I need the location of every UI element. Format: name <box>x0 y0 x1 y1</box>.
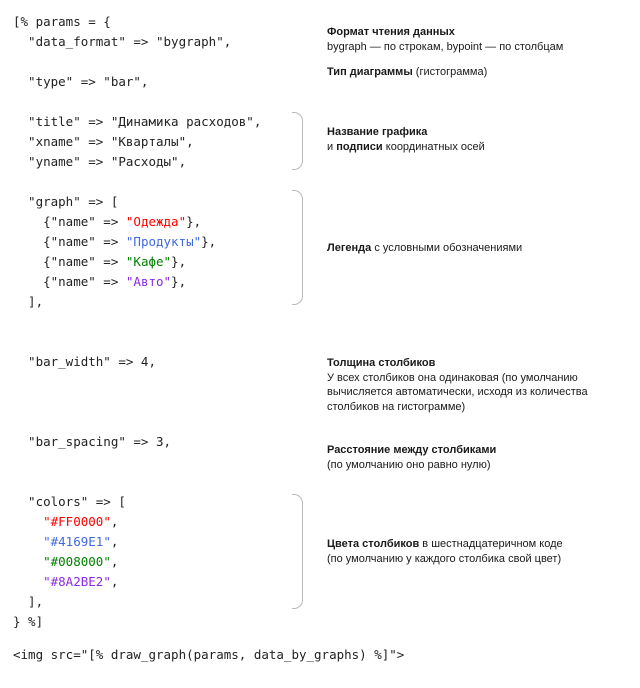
code-token-plain: {"name" => <box>13 274 126 289</box>
bracket-legend <box>292 190 303 305</box>
code-line: "title" => "Динамика расходов", <box>13 114 262 129</box>
code-line <box>13 92 303 112</box>
annotation-data-format-title: Формат чтения данных <box>327 26 455 38</box>
code-line: "colors" => [ <box>13 494 126 509</box>
annotation-legend-line <box>327 241 627 256</box>
code-line <box>13 452 303 472</box>
code-token-colored: "Авто" <box>125 274 172 289</box>
code-line: ], <box>13 594 44 609</box>
annotation-legend-title: Легенда <box>327 242 372 254</box>
code-line <box>13 552 303 572</box>
code-line <box>13 392 303 412</box>
code-line: ], <box>13 294 44 309</box>
annotation-colors <box>327 537 627 566</box>
annotation-bar-spacing-desc: (по умолчанию оно равно нулю) <box>327 458 491 471</box>
annotation-data-format <box>327 25 627 54</box>
code-line: [% params = { <box>13 14 111 29</box>
annotation-legend <box>327 241 627 256</box>
annotation-bar-width-desc3: столбиков на гистограмме) <box>327 400 466 413</box>
code-line: "bar_spacing" => 3, <box>13 434 172 449</box>
code-line <box>13 252 303 272</box>
code-token-plain <box>13 514 43 529</box>
code-line <box>13 232 303 252</box>
code-token-colored: "#4169E1" <box>43 534 111 549</box>
annotation-legend-desc: с условными обозначениями <box>371 242 523 254</box>
code-line <box>13 472 303 492</box>
code-line: "xname" => "Кварталы", <box>13 134 194 149</box>
code-token-plain: }, <box>201 234 217 249</box>
annotation-title-axes-line2-pre: и <box>327 140 337 153</box>
annotation-type-line <box>327 65 627 80</box>
annotation-title-axes-line2-post: координатных осей <box>382 140 485 153</box>
code-line <box>13 512 303 532</box>
annotation-title-axes-line2-bold: подписи <box>336 140 383 153</box>
annotation-colors-line1 <box>327 537 627 552</box>
code-token-colored: "Кафе" <box>125 254 172 269</box>
annotation-colors-title: Цвета столбиков <box>327 538 420 550</box>
annotation-bar-spacing-title: Расстояние между столбиками <box>327 444 497 456</box>
code-token-plain: }, <box>171 254 187 269</box>
code-token-plain: , <box>110 514 119 529</box>
annotation-bar-width-desc1: У всех столбиков она одинаковая (по умолчанию <box>327 371 578 384</box>
annotation-bar-width-desc2: вычисляется автоматически, исходя из количества <box>327 386 588 398</box>
annotation-title-axes <box>327 125 627 154</box>
code-token-colored: "#008000" <box>43 554 111 569</box>
bracket-colors <box>292 494 303 609</box>
code-line <box>13 52 303 72</box>
code-token-colored: "#FF0000" <box>43 514 111 529</box>
code-token-plain <box>13 574 43 589</box>
bracket-title-axes <box>292 112 303 170</box>
code-token-plain: , <box>110 534 119 549</box>
code-line <box>13 372 303 392</box>
code-token-plain <box>13 534 43 549</box>
code-line: "bar_width" => 4, <box>13 354 156 369</box>
annotation-bar-width-title: Толщина столбиков <box>327 357 436 369</box>
annotation-type-desc: (гистограмма) <box>412 66 488 78</box>
code-token-plain: {"name" => <box>13 214 126 229</box>
code-line <box>13 532 303 552</box>
annotation-colors-desc2: (по умолчанию у каждого столбика свой цвет) <box>327 552 562 565</box>
code-line <box>13 412 303 432</box>
template-code-block <box>13 12 303 632</box>
annotation-type <box>327 65 627 80</box>
code-token-plain <box>13 554 43 569</box>
code-token-plain: {"name" => <box>13 234 126 249</box>
code-line <box>13 212 303 232</box>
code-line <box>13 172 303 192</box>
code-token-colored: "Одежда" <box>125 214 187 229</box>
code-line: } %] <box>13 614 44 629</box>
annotation-title-axes-title: Название графика <box>327 126 428 138</box>
annotation-type-title: Тип диаграммы <box>327 66 413 78</box>
code-line <box>13 572 303 592</box>
code-line: "graph" => [ <box>13 194 119 209</box>
code-token-plain: , <box>110 574 119 589</box>
code-line: "data_format" => "bygraph", <box>13 34 232 49</box>
code-line <box>13 312 303 332</box>
annotation-colors-desc1: в шестнадцатеричном коде <box>419 538 563 550</box>
code-line <box>13 332 303 352</box>
code-token-plain: , <box>110 554 119 569</box>
code-token-plain: {"name" => <box>13 254 126 269</box>
code-line: "yname" => "Расходы", <box>13 154 187 169</box>
code-line: "type" => "bar", <box>13 74 149 89</box>
img-tag-code-line: <img src="[% draw_graph(params, data_by_graphs) %]"> <box>13 647 405 662</box>
annotation-bar-width <box>327 356 627 414</box>
code-token-plain: }, <box>186 214 202 229</box>
code-line <box>13 272 303 292</box>
code-token-colored: "#8A2BE2" <box>43 574 111 589</box>
annotation-bar-spacing <box>327 443 627 472</box>
annotation-title-axes-line2 <box>327 140 627 155</box>
code-token-plain: }, <box>171 274 187 289</box>
annotation-data-format-desc: bygraph — по строкам, bypoint — по столбцам <box>327 40 564 53</box>
code-token-colored: "Продукты" <box>125 234 202 249</box>
